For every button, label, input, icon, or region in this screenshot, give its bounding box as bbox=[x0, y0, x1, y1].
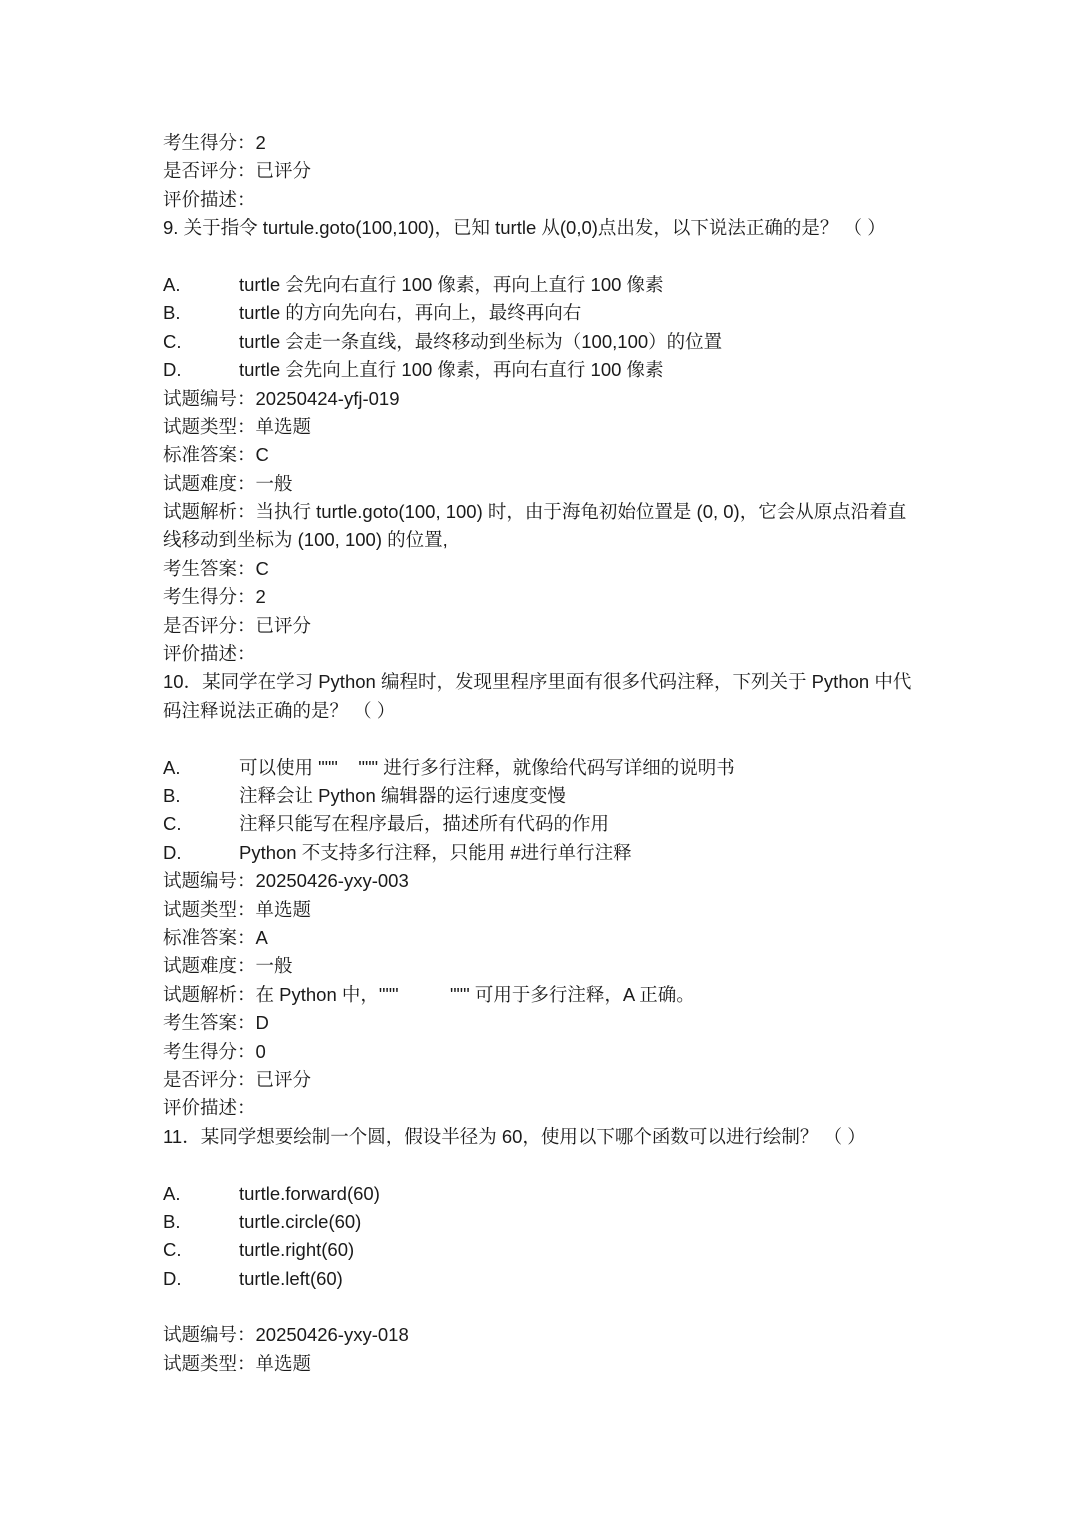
option-text: turtle.left(60) bbox=[239, 1267, 343, 1289]
question-11-option-c bbox=[163, 1236, 923, 1264]
option-text: Python 不支持多行注释，只能用 #进行单行注释 bbox=[239, 841, 632, 863]
option-text: turtle.right(60) bbox=[239, 1239, 355, 1261]
question-10-analysis: 试题解析：在 Python 中，""" """ 可用于多行注释，A 正确。 bbox=[163, 983, 695, 1005]
option-text: 注释只能写在程序最后，描述所有代码的作用 bbox=[239, 813, 610, 835]
question-9-stem: 9. 关于指令 turtule.goto(100,100)，已知 turtle 从(0,0)点出发，以下说法正确的是？ （ ） bbox=[163, 217, 886, 239]
question-9-standard-answer: 标准答案：C bbox=[163, 444, 269, 466]
option-text: turtle.circle(60) bbox=[239, 1210, 362, 1232]
option-letter: B. bbox=[163, 785, 181, 807]
question-9-analysis: 试题解析：当执行 turtle.goto(100, 100) 时，由于海龟初始位置是 (0, 0)，它会从原点沿着直线移动到坐标为 (100, 100) 的位置, bbox=[163, 501, 907, 551]
question-9-student-answer: 考生答案：C bbox=[163, 557, 269, 579]
spacer bbox=[163, 1293, 923, 1321]
question-10-standard-answer: 标准答案：A bbox=[163, 927, 268, 948]
option-letter: A. bbox=[163, 756, 181, 778]
graded-line: 是否评分：已评分 bbox=[163, 160, 312, 182]
question-10-type: 试题类型：单选题 bbox=[163, 898, 312, 920]
option-letter: A. bbox=[163, 273, 181, 295]
spacer bbox=[163, 1151, 923, 1179]
question-11-option-a bbox=[163, 1180, 923, 1208]
question-10-stem: 10．某同学在学习 Python 编程时，发现里程序里面有很多代码注释，下列关于 Python 中代码注释说法正确的是？ （ ） bbox=[163, 671, 912, 721]
evaluation-line: 评价描述： bbox=[163, 188, 256, 210]
option-text: turtle 会先向右直行 100 像素，再向上直行 100 像素 bbox=[239, 273, 664, 295]
option-letter: C. bbox=[163, 813, 182, 835]
question-9-option-c bbox=[163, 328, 923, 356]
option-letter: B. bbox=[163, 302, 181, 324]
question-9-graded: 是否评分：已评分 bbox=[163, 614, 312, 636]
question-11-option-d bbox=[163, 1265, 923, 1293]
question-11-option-b bbox=[163, 1208, 923, 1236]
option-letter: A. bbox=[163, 1182, 181, 1204]
option-letter: C. bbox=[163, 1239, 182, 1261]
option-text: turtle 的方向先向右，再向上，最终再向右 bbox=[239, 302, 582, 324]
option-letter: B. bbox=[163, 1210, 181, 1232]
question-9-type: 试题类型：单选题 bbox=[163, 415, 312, 437]
option-letter: D. bbox=[163, 359, 182, 381]
question-9-difficulty: 试题难度：一般 bbox=[163, 472, 293, 494]
option-letter: D. bbox=[163, 1267, 182, 1289]
question-9-id: 试题编号：20250424-yfj-019 bbox=[163, 387, 400, 409]
question-9-score: 考生得分：2 bbox=[163, 586, 266, 608]
spacer bbox=[163, 243, 923, 271]
question-9-option-b bbox=[163, 299, 923, 327]
question-11-type: 试题类型：单选题 bbox=[163, 1352, 312, 1374]
question-10-option-b bbox=[163, 782, 923, 810]
question-9-evaluation: 评价描述： bbox=[163, 643, 256, 665]
question-9-option-a bbox=[163, 271, 923, 299]
question-10-difficulty: 试题难度：一般 bbox=[163, 955, 293, 977]
score-line: 考生得分：2 bbox=[163, 132, 266, 153]
option-letter: D. bbox=[163, 841, 182, 863]
question-10-option-d bbox=[163, 839, 923, 867]
question-11-stem: 11．某同学想要绘制一个圆，假设半径为 60，使用以下哪个函数可以进行绘制？ （ ） bbox=[163, 1125, 866, 1147]
question-10-id: 试题编号：20250426-yxy-003 bbox=[163, 870, 409, 892]
question-10-score: 考生得分：0 bbox=[163, 1040, 266, 1062]
option-text: turtle 会走一条直线，最终移动到坐标为（100,100）的位置 bbox=[239, 330, 723, 352]
option-text: 注释会让 Python 编辑器的运行速度变慢 bbox=[239, 785, 566, 807]
option-letter: C. bbox=[163, 330, 182, 352]
question-9-option-d bbox=[163, 356, 923, 384]
option-text: turtle.forward(60) bbox=[239, 1182, 380, 1204]
question-10-option-a bbox=[163, 754, 923, 782]
question-11-id: 试题编号：20250426-yxy-018 bbox=[163, 1324, 409, 1346]
spacer bbox=[163, 725, 923, 753]
question-10-graded: 是否评分：已评分 bbox=[163, 1068, 312, 1090]
question-10-student-answer: 考生答案：D bbox=[163, 1012, 269, 1034]
option-text: turtle 会先向上直行 100 像素，再向右直行 100 像素 bbox=[239, 359, 664, 381]
question-10-option-c bbox=[163, 810, 923, 838]
option-text: 可以使用 """ """ 进行多行注释，就像给代码写详细的说明书 bbox=[239, 756, 735, 778]
exam-document bbox=[163, 129, 923, 1378]
question-10-evaluation: 评价描述： bbox=[163, 1097, 256, 1119]
